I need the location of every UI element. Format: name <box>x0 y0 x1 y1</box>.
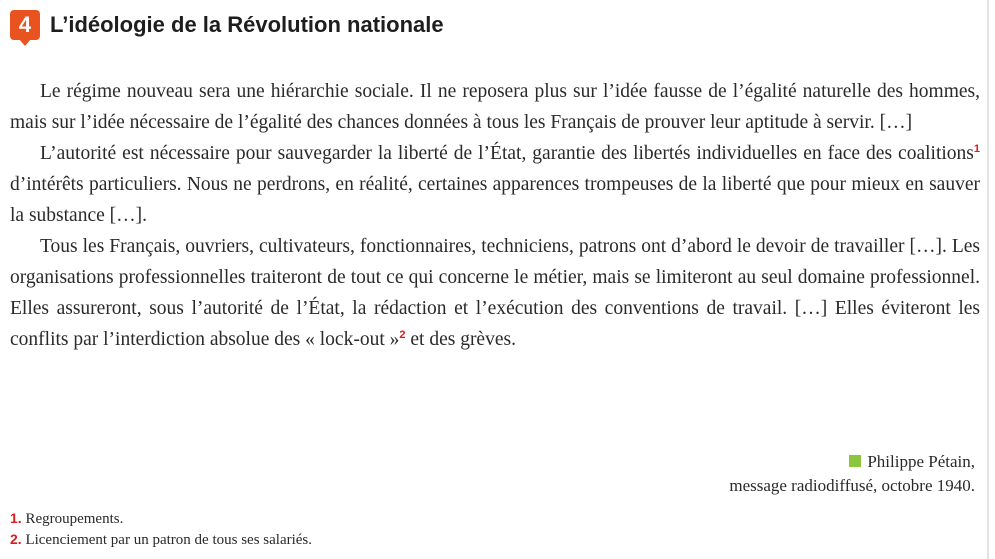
right-border-line <box>987 0 989 559</box>
attribution <box>729 450 975 498</box>
text-segment: d’intérêts particuliers. Nous ne perdrons, en réalité, certaines apparences trompeuses de la liberté que pour mieux en sauver la substance […]. <box>10 174 980 226</box>
text-segment: et des grèves. <box>405 329 516 350</box>
source-text <box>10 76 980 355</box>
footnote <box>10 529 312 550</box>
document-header <box>10 8 444 42</box>
attribution-author: Philippe Pétain, <box>867 452 975 471</box>
footnote-text: Licenciement par un patron de tous ses salariés. <box>25 532 313 548</box>
text-segment: Le régime nouveau sera une hiérarchie sociale. Il ne reposera plus sur l’idée fausse de l’égalité naturelle des hommes, mais sur l’idée nécessaire de l’égalité des chances données à tous les Français de prouver leur aptitude à servir. […] <box>10 81 980 133</box>
footnote-text: Regroupements. <box>25 511 124 527</box>
text-segment: Tous les Français, ouvriers, cultivateurs, fonctionnaires, techniciens, patrons ont d’abord le devoir de travailler […]. Les organisations professionnelles traiteront de tout ce qui concerne le métier, mais se limiteront au seul domaine professionnel. Elles assureront, sous l’autorité de l’État, la rédaction et l’exécution des conventions de travail. […] Elles éviteront les conflits par l’interdiction absolue des « lock-out » <box>10 236 980 350</box>
footnote <box>10 508 312 529</box>
footnote-ref: 2 <box>399 329 406 341</box>
attribution-source: message radiodiffusé, octobre 1940. <box>729 476 975 495</box>
footnote-number: 1. <box>10 510 22 526</box>
footnote-ref: 1 <box>973 143 980 155</box>
paragraph <box>10 76 980 138</box>
green-square-bullet <box>849 455 861 467</box>
paragraph <box>10 138 980 231</box>
document-number-badge: 4 <box>10 10 40 40</box>
footnotes <box>10 508 312 550</box>
text-segment: L’autorité est nécessaire pour sauvegarder la liberté de l’État, garantie des libertés individuelles en face des coalitions <box>40 143 974 164</box>
attribution-author-line <box>729 450 975 474</box>
document-title: L’idéologie de la Révolution nationale <box>50 12 444 37</box>
paragraph <box>10 231 980 355</box>
footnote-number: 2. <box>10 531 22 547</box>
